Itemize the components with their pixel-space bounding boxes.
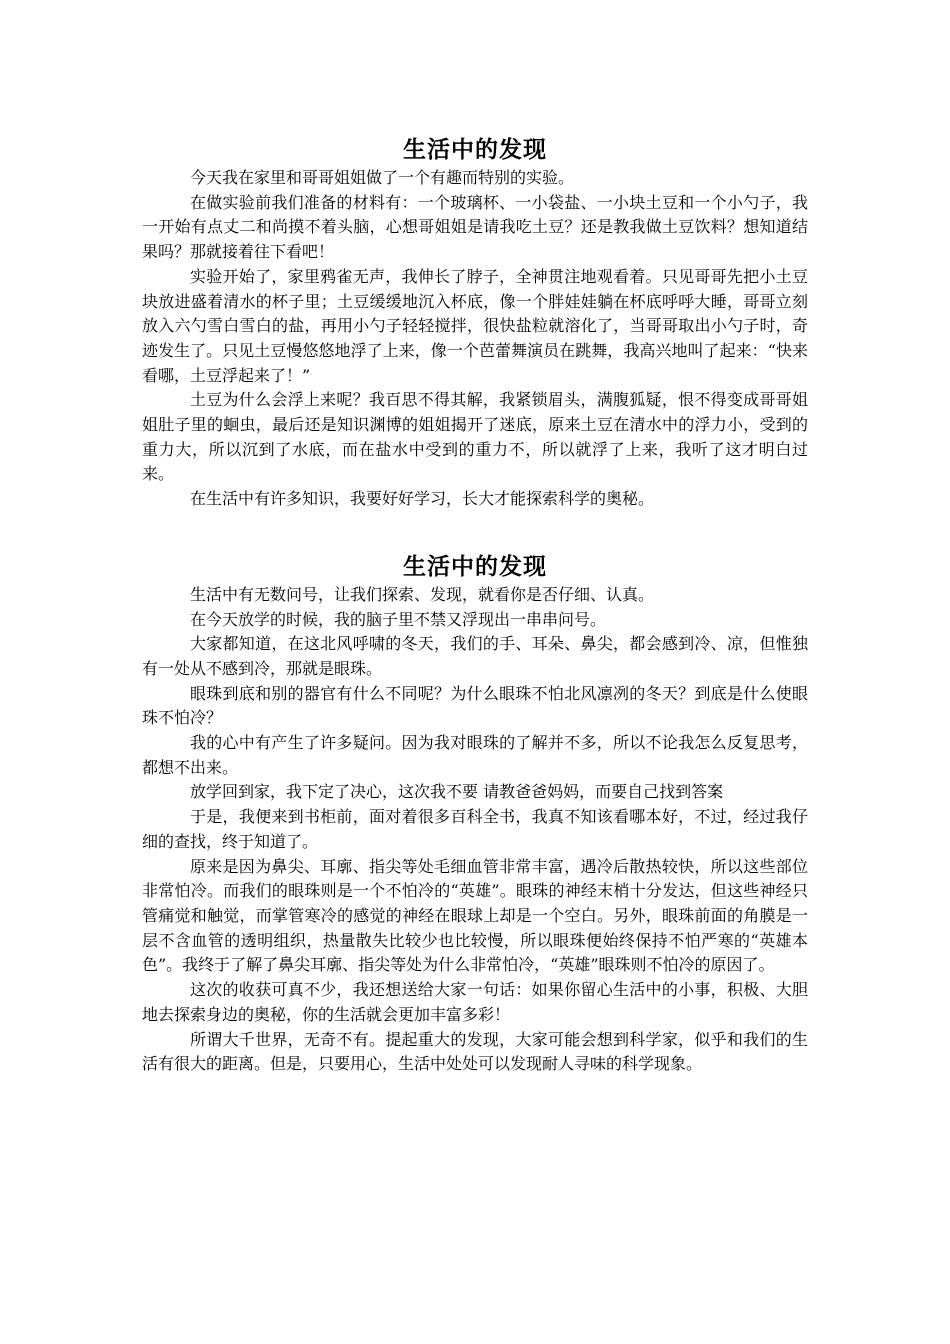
essay-paragraph: 在生活中有许多知识，我要好好学习，长大才能探索科学的奥秘。 (190, 489, 655, 509)
essay-paragraph: 在今天放学的时候，我的脑子里不禁又浮现出一串串问号。 (190, 609, 607, 629)
essay-paragraph: 今天我在家里和哥哥姐姐做了一个有趣而特别的实验。 (190, 168, 575, 187)
essay-section-2 (142, 551, 808, 1077)
essay-paragraph: 实验开始了，家里鸦雀无声，我伸长了脖子，全神贯注地观看着。只见哥哥先把小土豆块放进盛着清水的杯子里；土豆缓缓地沉入杯底，像一个胖娃娃躺在杯底呼呼大睡，哥哥立刻放入六勺雪白雪白的盐，再用小勺子轻轻搅拌，很快盐粒就溶化了，当哥哥取出小勺子时，奇迹发生了。只见土豆慢悠悠地浮了上来，像一个芭蕾舞演员在跳舞，我高兴地叫了起来：“快来看哪，土豆浮起来了！” (142, 266, 808, 385)
essay-paragraph: 在做实验前我们准备的材料有：一个玻璃杯、一小袋盐、一小块土豆和一个小勺子，我一开始有点丈二和尚摸不着头脑，心想哥姐姐是请我吃土豆？还是教我做土豆饮料？想知道结果吗？那就接着往下看吧！ (142, 192, 808, 262)
essay-paragraph: 大家都知道，在这北风呼啸的冬天，我们的手、耳朵、鼻尖，都会感到冷、凉，但惟独有一处从不感到冷，那就是眼珠。 (142, 634, 808, 678)
document-body (142, 134, 808, 1077)
essay-paragraph: 这次的收获可真不少，我还想送给大家一句话：如果你留心生活中的小事，积极、大胆地去探索身边的奥秘，你的生活就会更加丰富多彩！ (142, 980, 808, 1024)
essay-title: 生活中的发现 (403, 553, 547, 580)
essay-paragraph: 于是，我便来到书柜前，面对着很多百科全书，我真不知该看哪本好，不过，经过我仔细的查找，终于知道了。 (142, 807, 808, 851)
essay-title: 生活中的发现 (403, 137, 547, 163)
essay-paragraph: 放学回到家，我下定了决心，这次我不要 请教爸爸妈妈，而要自己找到答案 (190, 782, 724, 802)
essay-paragraph: 我的心中有产生了许多疑问。因为我对眼珠的了解并不多，所以不论我怎么反复思考，都想不出来。 (142, 733, 808, 777)
essay-paragraph: 生活中有无数问号，让我们探索、发现，就看你是否仔细、认真。 (190, 584, 655, 604)
essay-section-1 (142, 134, 808, 512)
essay-paragraph: 原来是因为鼻尖、耳廓、指尖等处毛细血管非常丰富，遇冷后散热较快，所以这些部位非常怕冷。而我们的眼珠则是一个不怕冷的“英雄”。眼珠的神经末梢十分发达，但这些神经只管痛觉和触觉，而掌管寒冷的感觉的神经在眼球上却是一个空白。另外，眼珠前面的角膜是一层不含血管的透明组织，热量散失比较少也比较慢，所以眼珠便始终保持不怕严寒的“英雄本色”。我终于了解了鼻尖耳廓、指尖等处为什么非常怕冷，“英雄”眼珠则不怕冷的原因了。 (142, 856, 808, 975)
essay-paragraph: 所谓大千世界，无奇不有。提起重大的发现，大家可能会想到科学家，似乎和我们的生活有很大的距离。但是，只要用心，生活中处处可以发现耐人寻味的科学现象。 (142, 1029, 808, 1074)
essay-paragraph: 土豆为什么会浮上来呢？我百思不得其解，我紧锁眉头，满腹狐疑，恨不得变成哥哥姐姐肚子里的蛔虫，最后还是知识渊博的姐姐揭开了迷底，原来土豆在清水中的浮力小，受到的重力大，所以沉到了水底，而在盐水中受到的重力不，所以就浮了上来，我听了这才明白过来。 (142, 390, 808, 484)
essay-paragraph: 眼珠到底和别的器官有什么不同呢？为什么眼珠不怕北风凛冽的冬天？到底是什么使眼珠不怕冷？ (142, 683, 808, 728)
